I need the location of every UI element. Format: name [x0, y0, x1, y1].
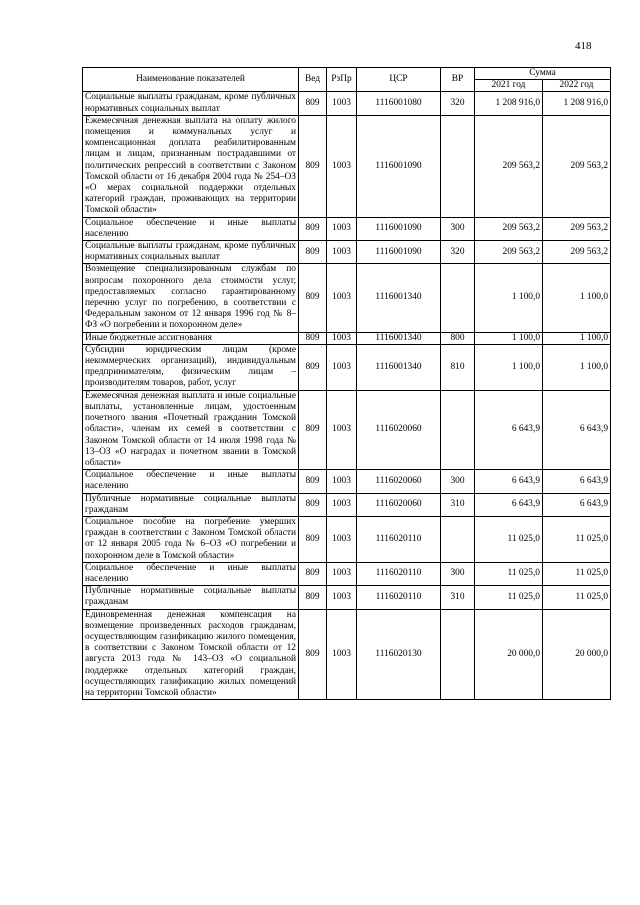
cell-y2022: 209 563,2	[543, 217, 611, 240]
cell-name: Социальное обеспечение и иные выплаты населению	[83, 217, 299, 240]
cell-y2022: 6 643,9	[543, 390, 611, 469]
cell-name: Возмещение специализированным службам по вопросам похоронного дела стоимости услуг, предоставляемых согласно гарантированному перечню услуг по погребению, в соответствии с Федеральным законом от 12 января 1996 год № 8–ФЗ «О погребении и похоронном деле»	[83, 264, 299, 332]
header-rzpr: РзПр	[327, 68, 357, 92]
cell-y2022: 1 100,0	[543, 264, 611, 332]
table-row	[83, 115, 611, 217]
cell-y2022: 20 000,0	[543, 609, 611, 700]
cell-name: Социальные выплаты гражданам, кроме публичных нормативных социальных выплат	[83, 92, 299, 115]
cell-ved: 809	[299, 493, 327, 516]
cell-vr: 300	[441, 217, 475, 240]
table-row	[83, 586, 611, 609]
table-row	[83, 217, 611, 240]
cell-y2021: 209 563,2	[475, 217, 543, 240]
cell-rzpr: 1003	[327, 562, 357, 585]
header-vr: ВР	[441, 68, 475, 92]
page-number: 418	[575, 40, 592, 52]
table-row	[83, 470, 611, 493]
cell-ved: 809	[299, 562, 327, 585]
cell-vr	[441, 264, 475, 332]
cell-rzpr: 1003	[327, 586, 357, 609]
cell-ved: 809	[299, 609, 327, 700]
cell-y2022: 1 100,0	[543, 344, 611, 390]
cell-y2021: 6 643,9	[475, 470, 543, 493]
cell-ved: 809	[299, 344, 327, 390]
cell-csr: 1116020060	[357, 493, 441, 516]
cell-vr: 310	[441, 586, 475, 609]
cell-y2022: 209 563,2	[543, 241, 611, 264]
cell-name: Публичные нормативные социальные выплаты гражданам	[83, 586, 299, 609]
cell-vr: 300	[441, 562, 475, 585]
cell-csr: 1116020110	[357, 586, 441, 609]
table-row	[83, 609, 611, 700]
cell-csr: 1116001080	[357, 92, 441, 115]
cell-vr	[441, 609, 475, 700]
cell-y2022: 11 025,0	[543, 562, 611, 585]
cell-ved: 809	[299, 586, 327, 609]
cell-csr: 1116001340	[357, 344, 441, 390]
header-csr: ЦСР	[357, 68, 441, 92]
cell-y2021: 1 100,0	[475, 344, 543, 390]
cell-y2022: 11 025,0	[543, 586, 611, 609]
cell-rzpr: 1003	[327, 470, 357, 493]
cell-vr	[441, 516, 475, 562]
cell-name: Единовременная денежная компенсация на возмещение произведенных расходов гражданам, осуществляющим газификацию жилого помещения, в соответствии с Законом Томской области от 12 августа 2013 года № 143–ОЗ «О социальной поддержке отдельных категорий граждан, осуществляющих газификацию жилых помещений на территории Томской области»	[83, 609, 299, 700]
cell-y2022: 209 563,2	[543, 115, 611, 217]
cell-rzpr: 1003	[327, 332, 357, 344]
cell-csr: 1116001090	[357, 217, 441, 240]
cell-csr: 1116020060	[357, 390, 441, 469]
cell-rzpr: 1003	[327, 516, 357, 562]
budget-table	[82, 67, 611, 700]
cell-vr: 300	[441, 470, 475, 493]
cell-rzpr: 1003	[327, 344, 357, 390]
cell-rzpr: 1003	[327, 217, 357, 240]
cell-y2022: 11 025,0	[543, 516, 611, 562]
cell-rzpr: 1003	[327, 115, 357, 217]
cell-ved: 809	[299, 217, 327, 240]
cell-y2022: 6 643,9	[543, 493, 611, 516]
cell-csr: 1116020110	[357, 516, 441, 562]
cell-rzpr: 1003	[327, 609, 357, 700]
table-row	[83, 562, 611, 585]
table-row	[83, 390, 611, 469]
cell-vr: 800	[441, 332, 475, 344]
cell-y2022: 6 643,9	[543, 470, 611, 493]
cell-name: Социальное обеспечение и иные выплаты населению	[83, 562, 299, 585]
cell-ved: 809	[299, 264, 327, 332]
table-row	[83, 344, 611, 390]
cell-csr: 1116001090	[357, 115, 441, 217]
header-2021: 2021 год	[475, 80, 543, 92]
table-row	[83, 332, 611, 344]
cell-y2021: 1 100,0	[475, 264, 543, 332]
table-row	[83, 493, 611, 516]
cell-ved: 809	[299, 115, 327, 217]
cell-vr: 320	[441, 92, 475, 115]
cell-rzpr: 1003	[327, 390, 357, 469]
cell-ved: 809	[299, 241, 327, 264]
cell-y2021: 11 025,0	[475, 562, 543, 585]
cell-rzpr: 1003	[327, 241, 357, 264]
cell-ved: 809	[299, 390, 327, 469]
cell-name: Социальные выплаты гражданам, кроме публичных нормативных социальных выплат	[83, 241, 299, 264]
cell-csr: 1116020110	[357, 562, 441, 585]
cell-csr: 1116020060	[357, 470, 441, 493]
cell-csr: 1116001340	[357, 264, 441, 332]
table-row	[83, 92, 611, 115]
cell-csr: 1116001090	[357, 241, 441, 264]
cell-y2021: 6 643,9	[475, 390, 543, 469]
cell-y2022: 1 208 916,0	[543, 92, 611, 115]
cell-y2021: 1 208 916,0	[475, 92, 543, 115]
cell-vr	[441, 115, 475, 217]
cell-y2021: 11 025,0	[475, 586, 543, 609]
cell-y2021: 1 100,0	[475, 332, 543, 344]
cell-rzpr: 1003	[327, 264, 357, 332]
cell-ved: 809	[299, 516, 327, 562]
header-2022: 2022 год	[543, 80, 611, 92]
header-sum: Сумма	[475, 68, 611, 80]
cell-y2021: 209 563,2	[475, 241, 543, 264]
cell-y2021: 209 563,2	[475, 115, 543, 217]
cell-name: Социальное пособие на погребение умерших граждан в соответствии с Законом Томской области от 12 января 2005 года № 6–ОЗ «О погребении и похоронном деле в Томской области»	[83, 516, 299, 562]
cell-y2021: 11 025,0	[475, 516, 543, 562]
cell-vr: 810	[441, 344, 475, 390]
header-name: Наименование показателей	[83, 68, 299, 92]
cell-name: Ежемесячная денежная выплата на оплату жилого помещения и коммунальных услуг и компенсационная доплата реабилитированным лицам и лицам, признанным пострадавшими от политических репрессий в соответствии с Законом Томской области от 16 декабря 2004 года № 254–ОЗ «О мерах социальной поддержки отдельных категорий граждан, проживающих на территории Томской области»	[83, 115, 299, 217]
cell-csr: 1116001340	[357, 332, 441, 344]
table-row	[83, 241, 611, 264]
cell-ved: 809	[299, 470, 327, 493]
cell-ved: 809	[299, 332, 327, 344]
cell-y2021: 20 000,0	[475, 609, 543, 700]
cell-name: Социальное обеспечение и иные выплаты населению	[83, 470, 299, 493]
cell-y2022: 1 100,0	[543, 332, 611, 344]
cell-ved: 809	[299, 92, 327, 115]
cell-rzpr: 1003	[327, 493, 357, 516]
cell-name: Публичные нормативные социальные выплаты гражданам	[83, 493, 299, 516]
cell-name: Ежемесячная денежная выплата и иные социальные выплаты, установленные лицам, удостоенным почетного звания «Почетный гражданин Томской области», членам их семей в соответствии с Законом Томской области от 14 июля 1998 года № 13–ОЗ «О наградах и почетном звании в Томской области»	[83, 390, 299, 469]
header-ved: Вед	[299, 68, 327, 92]
table-row	[83, 264, 611, 332]
cell-name: Иные бюджетные ассигнования	[83, 332, 299, 344]
table-body	[83, 92, 611, 700]
cell-vr: 310	[441, 493, 475, 516]
cell-name: Субсидии юридическим лицам (кроме некоммерческих организаций), индивидуальным предпринимателям, физическим лицам – производителям товаров, работ, услуг	[83, 344, 299, 390]
cell-vr	[441, 390, 475, 469]
cell-csr: 1116020130	[357, 609, 441, 700]
cell-y2021: 6 643,9	[475, 493, 543, 516]
cell-vr: 320	[441, 241, 475, 264]
table-row	[83, 516, 611, 562]
cell-rzpr: 1003	[327, 92, 357, 115]
